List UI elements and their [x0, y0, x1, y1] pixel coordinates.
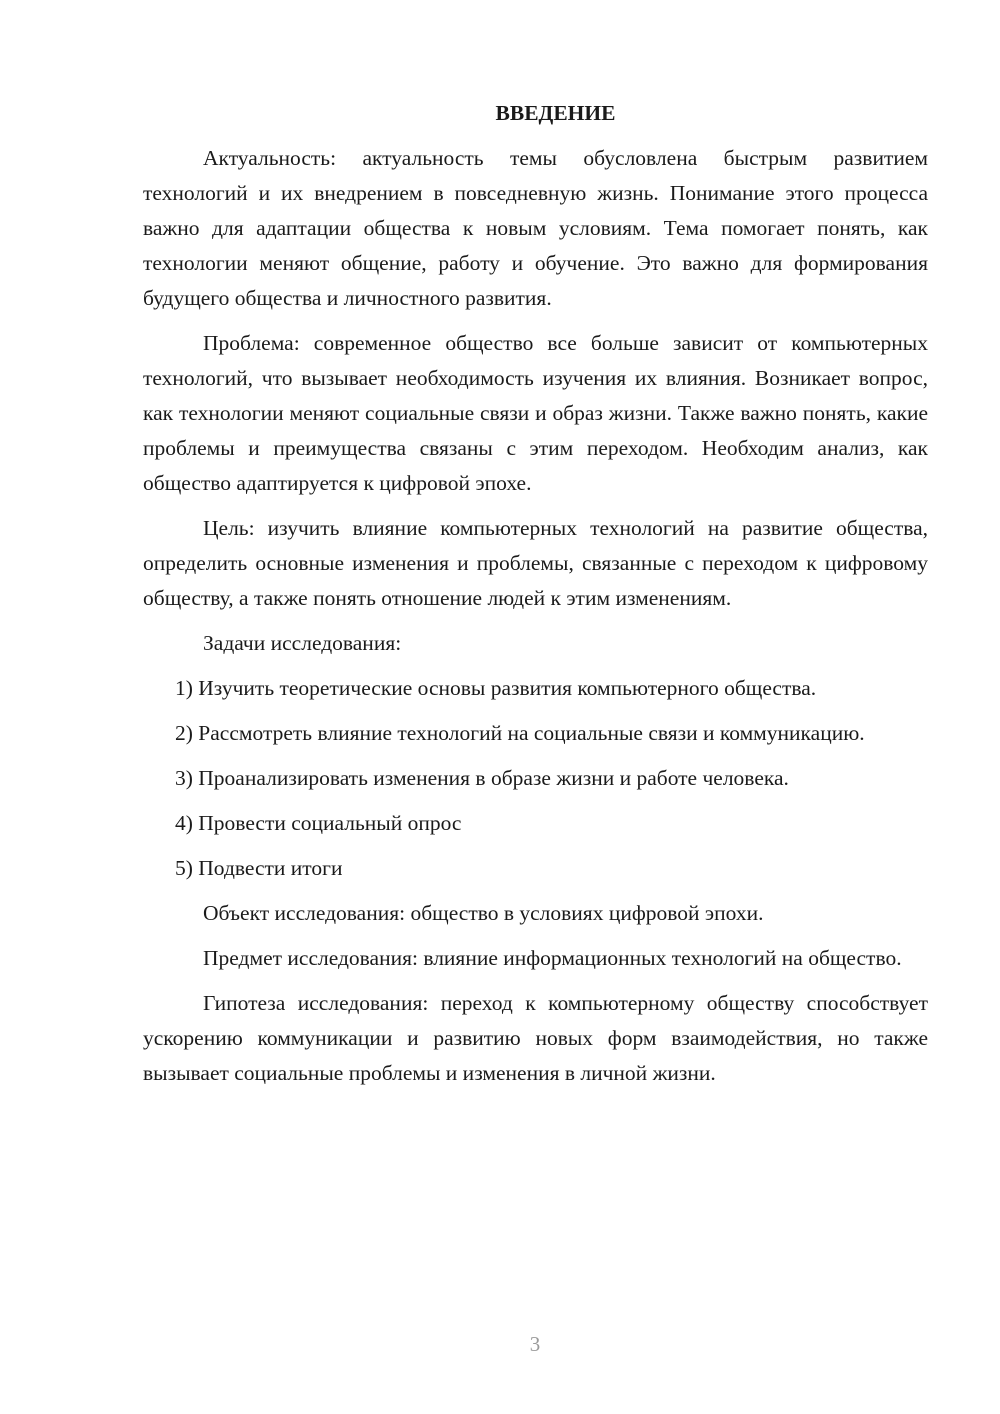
task-item-5: 5) Подвести итоги — [175, 856, 343, 880]
page-number: 3 — [529, 1332, 541, 1356]
page-content — [143, 96, 928, 1101]
hypothesis-paragraph: Гипотеза исследования: переход к компьютерному обществу способствует ускорению коммуникации и развитию новых форм взаимодействия, но также вызывает социальные проблемы и изменения в личной жизни. — [143, 991, 928, 1085]
page-title: ВВЕДЕНИЕ — [495, 101, 616, 125]
task-item-1: 1) Изучить теоретические основы развития компьютерного общества. — [175, 676, 817, 700]
task-item-2: 2) Рассмотреть влияние технологий на социальные связи и коммуникацию. — [175, 721, 865, 745]
subject-paragraph: Предмет исследования: влияние информационных технологий на общество. — [203, 946, 902, 970]
task-item-3: 3) Проанализировать изменения в образе жизни и работе человека. — [175, 766, 789, 790]
problem-paragraph: Проблема: современное общество все больше зависит от компьютерных технологий, что вызывает необходимость изучения их влияния. Возникает вопрос, как технологии меняют социальные связи и образ жизни. Также важно понять, какие проблемы и преимущества связаны с этим переходом. Необходим анализ, как общество адаптируется к цифровой эпохе. — [143, 331, 928, 495]
object-paragraph: Объект исследования: общество в условиях цифровой эпохи. — [203, 901, 764, 925]
tasks-heading: Задачи исследования: — [203, 631, 402, 655]
task-item-4: 4) Провести социальный опрос — [175, 811, 462, 835]
relevance-paragraph: Актуальность: актуальность темы обусловлена быстрым развитием технологий и их внедрением в повседневную жизнь. Понимание этого процесса важно для адаптации общества к новым условиям. Тема помогает понять, как технологии меняют общение, работу и обучение. Это важно для формирования будущего общества и личностного развития. — [143, 146, 928, 310]
goal-paragraph: Цель: изучить влияние компьютерных технологий на развитие общества, определить основные изменения и проблемы, связанные с переходом к цифровому обществу, а также понять отношение людей к этим изменениям. — [143, 516, 928, 610]
